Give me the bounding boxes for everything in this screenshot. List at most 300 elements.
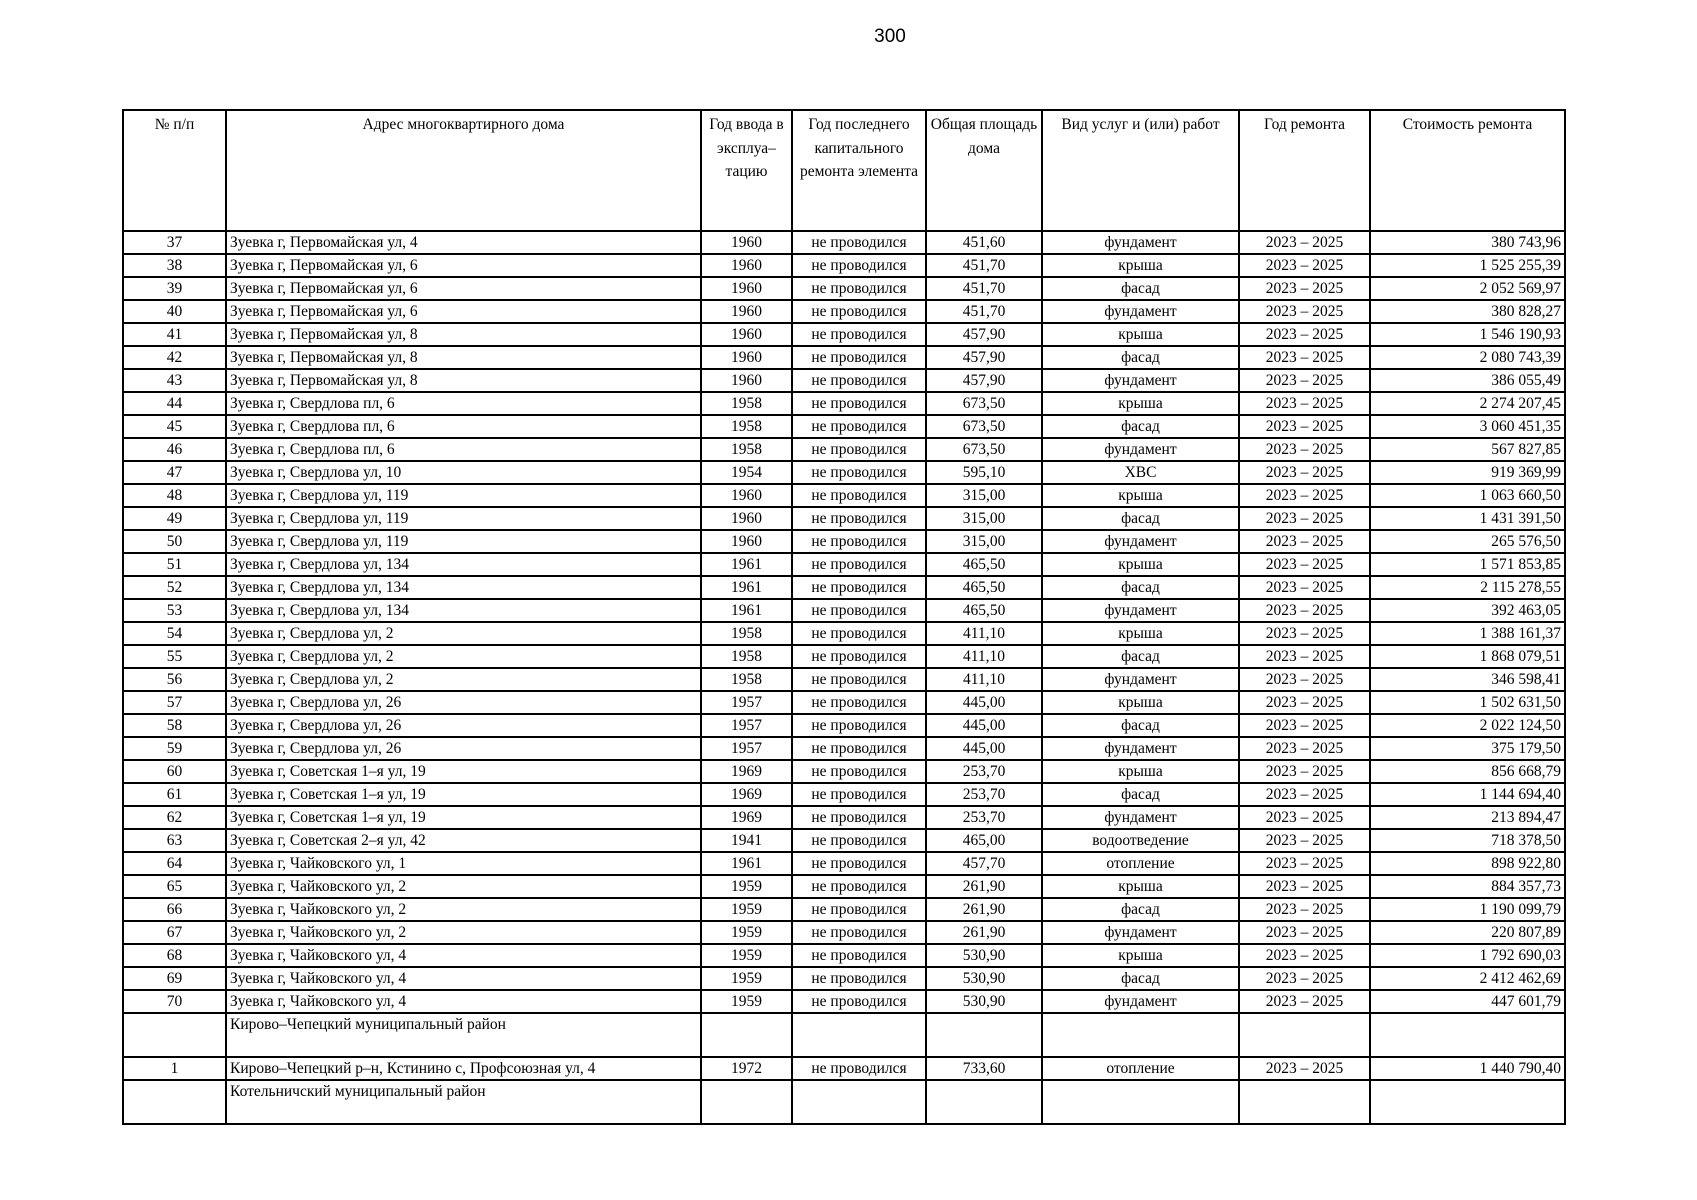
cell-commission-year: 1958 bbox=[701, 415, 792, 438]
cell-address: Зуевка г, Свердлова ул, 119 bbox=[226, 507, 701, 530]
cell-area: 673,50 bbox=[926, 392, 1042, 415]
table-row bbox=[123, 645, 1565, 668]
cell-work-type: фасад bbox=[1042, 783, 1239, 806]
cell-commission-year: 1969 bbox=[701, 783, 792, 806]
cell-last-repair: не проводился bbox=[792, 714, 926, 737]
cell-area: 457,90 bbox=[926, 323, 1042, 346]
cell-last-repair: не проводился bbox=[792, 760, 926, 783]
cell-last-repair: не проводился bbox=[792, 530, 926, 553]
cell-work-type: водоотведение bbox=[1042, 829, 1239, 852]
cell-work-type: фасад bbox=[1042, 415, 1239, 438]
cell-commission-year: 1961 bbox=[701, 553, 792, 576]
cell-number: 54 bbox=[123, 622, 226, 645]
cell-commission-year: 1958 bbox=[701, 438, 792, 461]
cell-address: Зуевка г, Чайковского ул, 2 bbox=[226, 898, 701, 921]
cell-number: 62 bbox=[123, 806, 226, 829]
empty-cell bbox=[1042, 1013, 1239, 1057]
cell-cost: 213 894,47 bbox=[1370, 806, 1565, 829]
cell-address: Зуевка г, Первомайская ул, 8 bbox=[226, 369, 701, 392]
header-area: Общая площадь дома bbox=[926, 110, 1042, 231]
header-repair-year: Год ремонта bbox=[1239, 110, 1370, 231]
cell-work-type: крыша bbox=[1042, 875, 1239, 898]
table-row bbox=[123, 760, 1565, 783]
cell-area: 451,70 bbox=[926, 254, 1042, 277]
header-cost: Стоимость ремонта bbox=[1370, 110, 1565, 231]
cell-last-repair: не проводился bbox=[792, 737, 926, 760]
cell-address: Зуевка г, Чайковского ул, 1 bbox=[226, 852, 701, 875]
cell-last-repair: не проводился bbox=[792, 231, 926, 254]
cell-commission-year: 1972 bbox=[701, 1057, 792, 1080]
cell-work-type: крыша bbox=[1042, 691, 1239, 714]
cell-area: 457,70 bbox=[926, 852, 1042, 875]
cell-number: 68 bbox=[123, 944, 226, 967]
cell-area: 465,00 bbox=[926, 829, 1042, 852]
table-body bbox=[123, 231, 1565, 1124]
cell-area: 445,00 bbox=[926, 737, 1042, 760]
cell-address: Зуевка г, Свердлова ул, 119 bbox=[226, 530, 701, 553]
cell-commission-year: 1961 bbox=[701, 852, 792, 875]
cell-repair-year: 2023 – 2025 bbox=[1239, 484, 1370, 507]
cell-last-repair: не проводился bbox=[792, 645, 926, 668]
cell-commission-year: 1960 bbox=[701, 530, 792, 553]
cell-number: 58 bbox=[123, 714, 226, 737]
cell-work-type: фасад bbox=[1042, 507, 1239, 530]
cell-last-repair: не проводился bbox=[792, 415, 926, 438]
cell-area: 253,70 bbox=[926, 806, 1042, 829]
cell-address: Зуевка г, Первомайская ул, 4 bbox=[226, 231, 701, 254]
header-last-repair: Год последнего капитального ремонта элемента bbox=[792, 110, 926, 231]
table-row bbox=[123, 691, 1565, 714]
table-row bbox=[123, 323, 1565, 346]
cell-last-repair: не проводился bbox=[792, 1057, 926, 1080]
cell-cost: 718 378,50 bbox=[1370, 829, 1565, 852]
cell-address: Зуевка г, Свердлова ул, 26 bbox=[226, 714, 701, 737]
cell-repair-year: 2023 – 2025 bbox=[1239, 921, 1370, 944]
cell-last-repair: не проводился bbox=[792, 300, 926, 323]
empty-cell bbox=[792, 1013, 926, 1057]
table-row bbox=[123, 369, 1565, 392]
cell-repair-year: 2023 – 2025 bbox=[1239, 691, 1370, 714]
cell-number: 44 bbox=[123, 392, 226, 415]
cell-cost: 898 922,80 bbox=[1370, 852, 1565, 875]
cell-repair-year: 2023 – 2025 bbox=[1239, 990, 1370, 1013]
cell-last-repair: не проводился bbox=[792, 852, 926, 875]
cell-last-repair: не проводился bbox=[792, 392, 926, 415]
cell-cost: 1 546 190,93 bbox=[1370, 323, 1565, 346]
cell-work-type: крыша bbox=[1042, 760, 1239, 783]
cell-repair-year: 2023 – 2025 bbox=[1239, 599, 1370, 622]
empty-cell bbox=[701, 1013, 792, 1057]
cell-number: 51 bbox=[123, 553, 226, 576]
cell-commission-year: 1958 bbox=[701, 622, 792, 645]
table-row bbox=[123, 714, 1565, 737]
table-row bbox=[123, 806, 1565, 829]
cell-cost: 380 828,27 bbox=[1370, 300, 1565, 323]
cell-number: 52 bbox=[123, 576, 226, 599]
cell-cost: 856 668,79 bbox=[1370, 760, 1565, 783]
section-row-kotelnich bbox=[123, 1080, 1565, 1124]
table-row bbox=[123, 829, 1565, 852]
cell-work-type: фундамент bbox=[1042, 668, 1239, 691]
repair-table bbox=[122, 109, 1566, 1125]
cell-commission-year: 1959 bbox=[701, 898, 792, 921]
cell-repair-year: 2023 – 2025 bbox=[1239, 300, 1370, 323]
cell-work-type: фундамент bbox=[1042, 530, 1239, 553]
cell-cost: 265 576,50 bbox=[1370, 530, 1565, 553]
empty-cell bbox=[792, 1080, 926, 1124]
cell-area: 253,70 bbox=[926, 783, 1042, 806]
cell-cost: 1 190 099,79 bbox=[1370, 898, 1565, 921]
cell-last-repair: не проводился bbox=[792, 323, 926, 346]
cell-commission-year: 1960 bbox=[701, 323, 792, 346]
table-row bbox=[123, 852, 1565, 875]
cell-repair-year: 2023 – 2025 bbox=[1239, 944, 1370, 967]
cell-cost: 1 388 161,37 bbox=[1370, 622, 1565, 645]
cell-area: 315,00 bbox=[926, 507, 1042, 530]
cell-commission-year: 1960 bbox=[701, 231, 792, 254]
cell-number: 65 bbox=[123, 875, 226, 898]
cell-last-repair: не проводился bbox=[792, 691, 926, 714]
cell-address: Зуевка г, Первомайская ул, 6 bbox=[226, 277, 701, 300]
cell-area: 411,10 bbox=[926, 645, 1042, 668]
cell-cost: 2 022 124,50 bbox=[1370, 714, 1565, 737]
cell-commission-year: 1959 bbox=[701, 990, 792, 1013]
cell-repair-year: 2023 – 2025 bbox=[1239, 576, 1370, 599]
table-row bbox=[123, 438, 1565, 461]
cell-area: 595,10 bbox=[926, 461, 1042, 484]
cell-work-type: крыша bbox=[1042, 944, 1239, 967]
cell-address: Зуевка г, Свердлова пл, 6 bbox=[226, 392, 701, 415]
cell-repair-year: 2023 – 2025 bbox=[1239, 714, 1370, 737]
cell-last-repair: не проводился bbox=[792, 806, 926, 829]
cell-address: Зуевка г, Чайковского ул, 2 bbox=[226, 875, 701, 898]
cell-number: 1 bbox=[123, 1057, 226, 1080]
cell-commission-year: 1959 bbox=[701, 944, 792, 967]
empty-cell bbox=[926, 1013, 1042, 1057]
cell-number: 57 bbox=[123, 691, 226, 714]
table-row bbox=[123, 622, 1565, 645]
cell-cost: 1 868 079,51 bbox=[1370, 645, 1565, 668]
cell-commission-year: 1961 bbox=[701, 599, 792, 622]
empty-cell bbox=[1239, 1080, 1370, 1124]
cell-address: Зуевка г, Чайковского ул, 2 bbox=[226, 921, 701, 944]
cell-area: 451,60 bbox=[926, 231, 1042, 254]
header-number: № п/п bbox=[123, 110, 226, 231]
cell-area: 261,90 bbox=[926, 921, 1042, 944]
cell-repair-year: 2023 – 2025 bbox=[1239, 254, 1370, 277]
cell-last-repair: не проводился bbox=[792, 875, 926, 898]
cell-address: Зуевка г, Советская 1–я ул, 19 bbox=[226, 806, 701, 829]
cell-address: Зуевка г, Советская 2–я ул, 42 bbox=[226, 829, 701, 852]
cell-repair-year: 2023 – 2025 bbox=[1239, 346, 1370, 369]
cell-work-type: крыша bbox=[1042, 622, 1239, 645]
table-row bbox=[123, 576, 1565, 599]
table-row bbox=[123, 898, 1565, 921]
cell-area: 451,70 bbox=[926, 277, 1042, 300]
table-row bbox=[123, 990, 1565, 1013]
cell-number: 40 bbox=[123, 300, 226, 323]
cell-area: 445,00 bbox=[926, 714, 1042, 737]
cell-commission-year: 1960 bbox=[701, 369, 792, 392]
empty-cell bbox=[926, 1080, 1042, 1124]
cell-last-repair: не проводился bbox=[792, 507, 926, 530]
cell-address: Зуевка г, Первомайская ул, 6 bbox=[226, 254, 701, 277]
cell-last-repair: не проводился bbox=[792, 967, 926, 990]
cell-cost: 1 144 694,40 bbox=[1370, 783, 1565, 806]
cell-work-type: фасад bbox=[1042, 346, 1239, 369]
cell-area: 457,90 bbox=[926, 369, 1042, 392]
cell-number: 47 bbox=[123, 461, 226, 484]
cell-repair-year: 2023 – 2025 bbox=[1239, 369, 1370, 392]
cell-commission-year: 1957 bbox=[701, 737, 792, 760]
empty-cell bbox=[1370, 1080, 1565, 1124]
table-row bbox=[123, 415, 1565, 438]
cell-work-type: фундамент bbox=[1042, 599, 1239, 622]
cell-number: 49 bbox=[123, 507, 226, 530]
cell-repair-year: 2023 – 2025 bbox=[1239, 829, 1370, 852]
cell-address: Зуевка г, Советская 1–я ул, 19 bbox=[226, 783, 701, 806]
cell-number: 61 bbox=[123, 783, 226, 806]
page-number: 300 bbox=[874, 26, 906, 47]
table-row bbox=[123, 461, 1565, 484]
cell-number: 46 bbox=[123, 438, 226, 461]
cell-repair-year: 2023 – 2025 bbox=[1239, 668, 1370, 691]
cell-area: 673,50 bbox=[926, 438, 1042, 461]
cell-address: Зуевка г, Советская 1–я ул, 19 bbox=[226, 760, 701, 783]
cell-number: 43 bbox=[123, 369, 226, 392]
cell-cost: 3 060 451,35 bbox=[1370, 415, 1565, 438]
table-row bbox=[123, 921, 1565, 944]
cell-number: 64 bbox=[123, 852, 226, 875]
cell-last-repair: не проводился bbox=[792, 599, 926, 622]
cell-commission-year: 1959 bbox=[701, 967, 792, 990]
cell-repair-year: 2023 – 2025 bbox=[1239, 645, 1370, 668]
cell-address: Зуевка г, Первомайская ул, 8 bbox=[226, 323, 701, 346]
cell-cost: 375 179,50 bbox=[1370, 737, 1565, 760]
cell-area: 315,00 bbox=[926, 484, 1042, 507]
cell-last-repair: не проводился bbox=[792, 921, 926, 944]
cell-repair-year: 2023 – 2025 bbox=[1239, 461, 1370, 484]
cell-area: 673,50 bbox=[926, 415, 1042, 438]
cell-repair-year: 2023 – 2025 bbox=[1239, 760, 1370, 783]
cell-area: 261,90 bbox=[926, 875, 1042, 898]
table-row bbox=[123, 783, 1565, 806]
cell-address: Зуевка г, Первомайская ул, 8 bbox=[226, 346, 701, 369]
cell-repair-year: 2023 – 2025 bbox=[1239, 852, 1370, 875]
cell-last-repair: не проводился bbox=[792, 944, 926, 967]
cell-area: 261,90 bbox=[926, 898, 1042, 921]
cell-last-repair: не проводился bbox=[792, 990, 926, 1013]
cell-repair-year: 2023 – 2025 bbox=[1239, 898, 1370, 921]
cell-address: Зуевка г, Свердлова ул, 2 bbox=[226, 668, 701, 691]
cell-repair-year: 2023 – 2025 bbox=[1239, 622, 1370, 645]
cell-address: Зуевка г, Свердлова ул, 134 bbox=[226, 576, 701, 599]
table-header-row bbox=[123, 110, 1565, 231]
cell-area: 465,50 bbox=[926, 599, 1042, 622]
cell-address: Кирово–Чепецкий р–н, Кстинино с, Профсоюзная ул, 4 bbox=[226, 1057, 701, 1080]
cell-work-type: фасад bbox=[1042, 714, 1239, 737]
cell-area: 253,70 bbox=[926, 760, 1042, 783]
cell-cost: 346 598,41 bbox=[1370, 668, 1565, 691]
cell-work-type: фасад bbox=[1042, 898, 1239, 921]
cell-address: Зуевка г, Чайковского ул, 4 bbox=[226, 967, 701, 990]
cell-cost: 1 431 391,50 bbox=[1370, 507, 1565, 530]
cell-number: 56 bbox=[123, 668, 226, 691]
cell-work-type: крыша bbox=[1042, 392, 1239, 415]
cell-number: 60 bbox=[123, 760, 226, 783]
cell-number: 37 bbox=[123, 231, 226, 254]
cell-commission-year: 1957 bbox=[701, 714, 792, 737]
cell-repair-year: 2023 – 2025 bbox=[1239, 1057, 1370, 1080]
cell-last-repair: не проводился bbox=[792, 346, 926, 369]
cell-work-type: фундамент bbox=[1042, 737, 1239, 760]
cell-address: Зуевка г, Чайковского ул, 4 bbox=[226, 990, 701, 1013]
cell-last-repair: не проводился bbox=[792, 553, 926, 576]
cell-number: 69 bbox=[123, 967, 226, 990]
cell-commission-year: 1969 bbox=[701, 760, 792, 783]
empty-cell bbox=[1370, 1013, 1565, 1057]
cell-last-repair: не проводился bbox=[792, 829, 926, 852]
cell-commission-year: 1958 bbox=[701, 645, 792, 668]
table-row bbox=[123, 1057, 1565, 1080]
header-commission-year: Год ввода в эксплуа–тацию bbox=[701, 110, 792, 231]
cell-area: 530,90 bbox=[926, 944, 1042, 967]
cell-number: 45 bbox=[123, 415, 226, 438]
cell-last-repair: не проводился bbox=[792, 622, 926, 645]
table-row bbox=[123, 599, 1565, 622]
header-work-type: Вид услуг и (или) работ bbox=[1042, 110, 1239, 231]
cell-number: 38 bbox=[123, 254, 226, 277]
table-row bbox=[123, 300, 1565, 323]
cell-address: Зуевка г, Свердлова пл, 6 bbox=[226, 415, 701, 438]
cell-number: 48 bbox=[123, 484, 226, 507]
cell-work-type: фасад bbox=[1042, 967, 1239, 990]
section-title: Кирово–Чепецкий муниципальный район bbox=[226, 1013, 701, 1057]
cell-number: 63 bbox=[123, 829, 226, 852]
table-row bbox=[123, 392, 1565, 415]
cell-repair-year: 2023 – 2025 bbox=[1239, 507, 1370, 530]
cell-cost: 447 601,79 bbox=[1370, 990, 1565, 1013]
cell-number: 55 bbox=[123, 645, 226, 668]
cell-commission-year: 1960 bbox=[701, 277, 792, 300]
table-row bbox=[123, 668, 1565, 691]
cell-commission-year: 1961 bbox=[701, 576, 792, 599]
cell-commission-year: 1960 bbox=[701, 300, 792, 323]
cell-work-type: фасад bbox=[1042, 277, 1239, 300]
cell-number: 66 bbox=[123, 898, 226, 921]
cell-cost: 2 412 462,69 bbox=[1370, 967, 1565, 990]
cell-commission-year: 1958 bbox=[701, 392, 792, 415]
cell-cost: 1 571 853,85 bbox=[1370, 553, 1565, 576]
cell-commission-year: 1960 bbox=[701, 507, 792, 530]
cell-cost: 2 052 569,97 bbox=[1370, 277, 1565, 300]
cell-commission-year: 1941 bbox=[701, 829, 792, 852]
section-row-kirovo bbox=[123, 1013, 1565, 1057]
cell-repair-year: 2023 – 2025 bbox=[1239, 392, 1370, 415]
cell-commission-year: 1957 bbox=[701, 691, 792, 714]
cell-cost: 1 525 255,39 bbox=[1370, 254, 1565, 277]
cell-repair-year: 2023 – 2025 bbox=[1239, 530, 1370, 553]
cell-cost: 392 463,05 bbox=[1370, 599, 1565, 622]
cell-area: 457,90 bbox=[926, 346, 1042, 369]
table-row bbox=[123, 254, 1565, 277]
empty-cell bbox=[1239, 1013, 1370, 1057]
cell-cost: 380 743,96 bbox=[1370, 231, 1565, 254]
cell-repair-year: 2023 – 2025 bbox=[1239, 277, 1370, 300]
cell-repair-year: 2023 – 2025 bbox=[1239, 323, 1370, 346]
cell-address: Зуевка г, Свердлова ул, 2 bbox=[226, 645, 701, 668]
cell-cost: 1 792 690,03 bbox=[1370, 944, 1565, 967]
table-row bbox=[123, 346, 1565, 369]
cell-last-repair: не проводился bbox=[792, 369, 926, 392]
cell-area: 411,10 bbox=[926, 668, 1042, 691]
cell-commission-year: 1958 bbox=[701, 668, 792, 691]
cell-number: 70 bbox=[123, 990, 226, 1013]
cell-number: 50 bbox=[123, 530, 226, 553]
cell-area: 315,00 bbox=[926, 530, 1042, 553]
empty-cell bbox=[123, 1080, 226, 1124]
section-title: Котельничский муниципальный район bbox=[226, 1080, 701, 1124]
cell-address: Зуевка г, Свердлова ул, 10 bbox=[226, 461, 701, 484]
cell-cost: 2 274 207,45 bbox=[1370, 392, 1565, 415]
cell-repair-year: 2023 – 2025 bbox=[1239, 231, 1370, 254]
cell-area: 465,50 bbox=[926, 576, 1042, 599]
cell-work-type: фасад bbox=[1042, 576, 1239, 599]
table-row bbox=[123, 484, 1565, 507]
cell-address: Зуевка г, Свердлова ул, 119 bbox=[226, 484, 701, 507]
cell-repair-year: 2023 – 2025 bbox=[1239, 737, 1370, 760]
table-row bbox=[123, 944, 1565, 967]
cell-last-repair: не проводился bbox=[792, 898, 926, 921]
cell-work-type: фундамент bbox=[1042, 921, 1239, 944]
table-row bbox=[123, 875, 1565, 898]
cell-cost: 919 369,99 bbox=[1370, 461, 1565, 484]
table-row bbox=[123, 553, 1565, 576]
cell-area: 465,50 bbox=[926, 553, 1042, 576]
empty-cell bbox=[701, 1080, 792, 1124]
cell-last-repair: не проводился bbox=[792, 484, 926, 507]
cell-work-type: ХВС bbox=[1042, 461, 1239, 484]
cell-work-type: фундамент bbox=[1042, 231, 1239, 254]
cell-work-type: фундамент bbox=[1042, 438, 1239, 461]
cell-cost: 2 115 278,55 bbox=[1370, 576, 1565, 599]
table-row bbox=[123, 737, 1565, 760]
cell-repair-year: 2023 – 2025 bbox=[1239, 875, 1370, 898]
cell-last-repair: не проводился bbox=[792, 576, 926, 599]
cell-commission-year: 1954 bbox=[701, 461, 792, 484]
cell-area: 445,00 bbox=[926, 691, 1042, 714]
cell-number: 42 bbox=[123, 346, 226, 369]
cell-address: Зуевка г, Свердлова пл, 6 bbox=[226, 438, 701, 461]
cell-number: 53 bbox=[123, 599, 226, 622]
cell-last-repair: не проводился bbox=[792, 277, 926, 300]
cell-commission-year: 1960 bbox=[701, 346, 792, 369]
cell-cost: 1 063 660,50 bbox=[1370, 484, 1565, 507]
cell-cost: 386 055,49 bbox=[1370, 369, 1565, 392]
cell-repair-year: 2023 – 2025 bbox=[1239, 438, 1370, 461]
cell-address: Зуевка г, Первомайская ул, 6 bbox=[226, 300, 701, 323]
cell-work-type: фундамент bbox=[1042, 300, 1239, 323]
cell-repair-year: 2023 – 2025 bbox=[1239, 415, 1370, 438]
header-address: Адрес многоквартирного дома bbox=[226, 110, 701, 231]
cell-cost: 884 357,73 bbox=[1370, 875, 1565, 898]
cell-work-type: крыша bbox=[1042, 553, 1239, 576]
cell-cost: 1 440 790,40 bbox=[1370, 1057, 1565, 1080]
cell-area: 733,60 bbox=[926, 1057, 1042, 1080]
cell-area: 451,70 bbox=[926, 300, 1042, 323]
cell-number: 59 bbox=[123, 737, 226, 760]
cell-work-type: крыша bbox=[1042, 254, 1239, 277]
